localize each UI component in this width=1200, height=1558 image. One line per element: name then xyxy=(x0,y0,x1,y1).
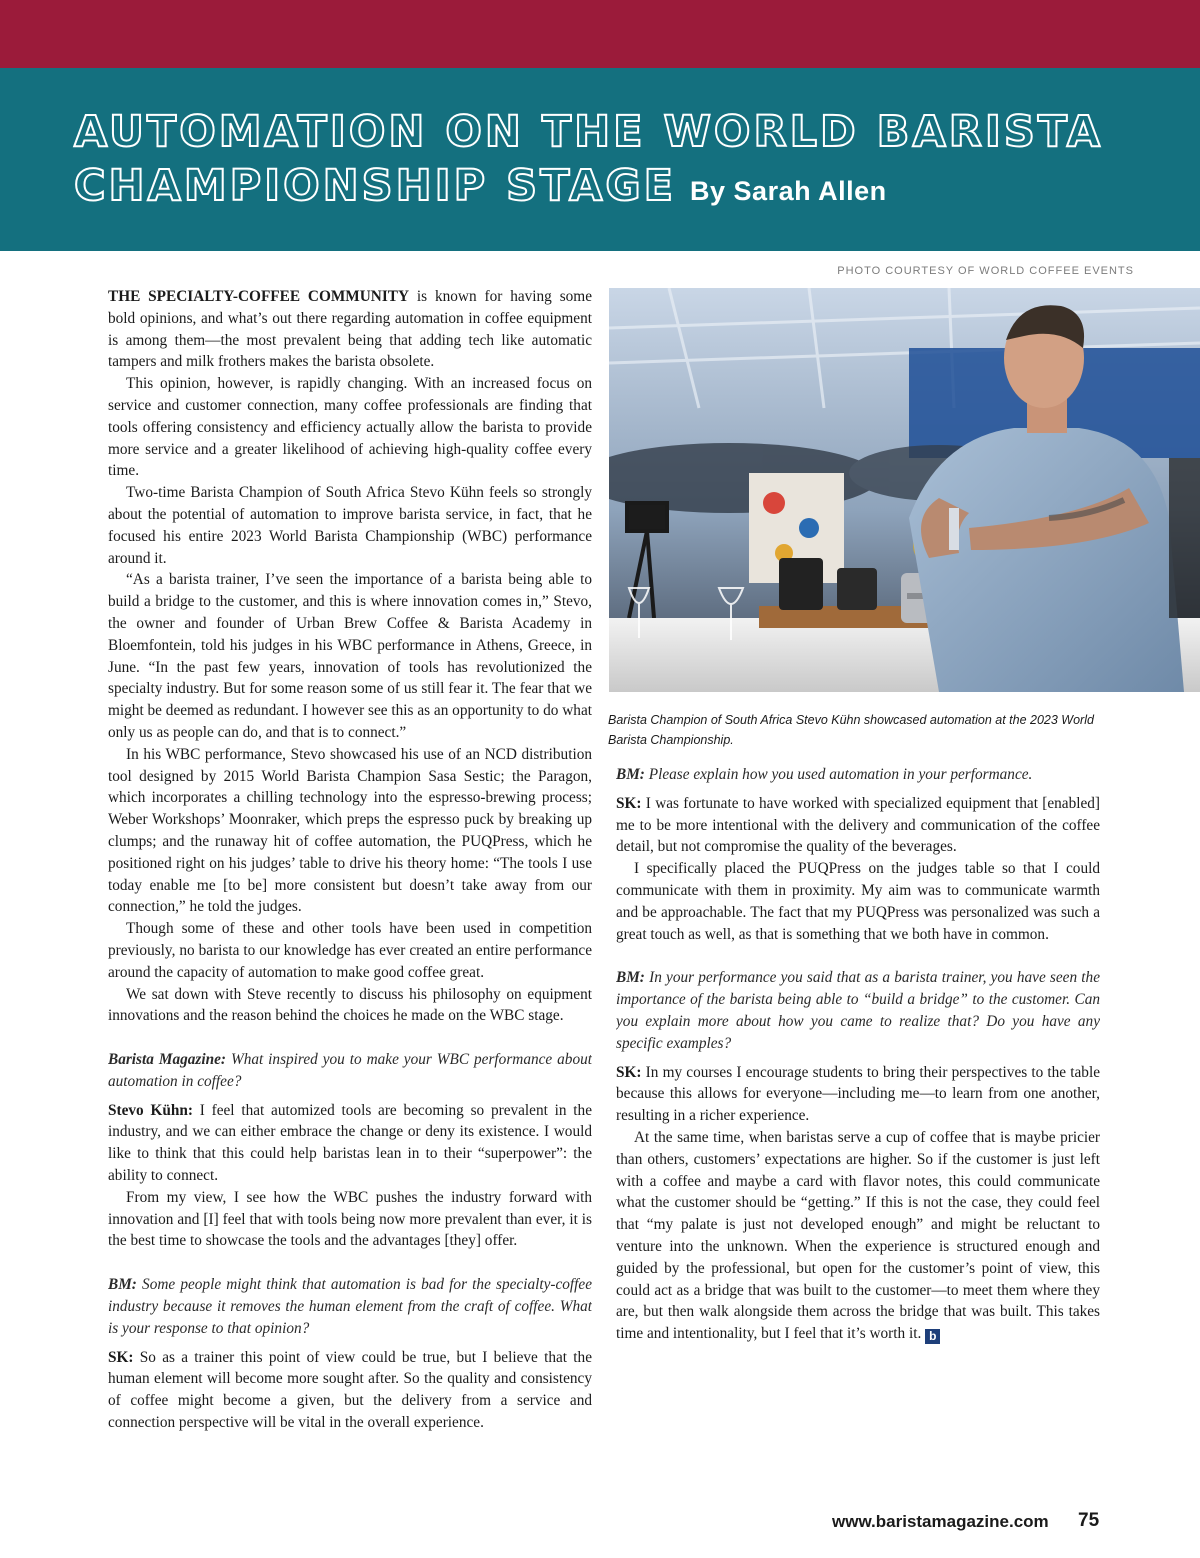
question-1-text: What inspired you to make your WBC performance about automation in coffee? xyxy=(108,1051,592,1090)
answer-4-speaker: SK: xyxy=(616,1063,642,1081)
answer-4-text: In my courses I encourage students to bring their perspectives to the table because this allows for everyone—including me—to learn from one another, resulting in a richer experience. xyxy=(616,1063,1100,1125)
answer-2-text: So as a trainer this point of view could be true, but I believe that the human element will become more sought after. So the quality and consistency of coffee might become a given, but the delivery from a service and connection perspective will be vital in the overall experience. xyxy=(108,1348,592,1432)
barista-photo-illustration xyxy=(609,288,1200,692)
answer-3 xyxy=(616,793,1100,858)
paragraph-3: Two-time Barista Champion of South Africa Stevo Kühn feels so strongly about the potential of automation to improve barista service, in fact, that he focused his entire 2023 World Barista Championship (WBC) performance around it. xyxy=(108,484,592,567)
answer-2-speaker: SK: xyxy=(108,1348,134,1366)
answer-4-paragraph-2 xyxy=(616,1127,1100,1345)
question-1-speaker: Barista Magazine: xyxy=(108,1051,226,1069)
question-4-text: In your performance you said that as a barista trainer, you have seen the importance of the barista being able to “build a bridge” to the customer. Can you explain more about how you came to realize that? Do you have any specific examples? xyxy=(616,969,1100,1052)
question-1 xyxy=(108,1049,592,1093)
paragraph-2: This opinion, however, is rapidly changing. With an increased focus on service and customer connection, many coffee professionals are finding that tools offering consistency and efficiency actually allow the barista to provide more service and a greater likelihood of achieving high-quality coffee every time. xyxy=(108,375,592,480)
title-banner xyxy=(0,68,1200,251)
intro-paragraph xyxy=(108,286,592,373)
question-3 xyxy=(616,764,1100,786)
question-3-speaker: BM: xyxy=(616,766,645,783)
photo-credit: PHOTO COURTESY OF WORLD COFFEE EVENTS xyxy=(837,265,1134,277)
question-3-text: Please explain how you used automation in your performance. xyxy=(644,766,1033,783)
end-of-article-mark: b xyxy=(925,1329,940,1344)
question-2-speaker: BM: xyxy=(108,1276,137,1294)
byline: By Sarah Allen xyxy=(690,176,887,206)
article-title-line-1: AUTOMATION ON THE WORLD BARISTA xyxy=(74,107,1104,157)
paragraph-5: In his WBC performance, Stevo showcased his use of an NCD distribution tool designed by 2015 World Barista Champion Sasa Sestic; the Paragon, which incorporates a chilling technology into the espresso-brewing process; Weber Workshops’ Moonraker, which preps the espresso puck by breaking up clumps; and the runaway hit of coffee automation, the PUQPress, which he positioned right on his judges’ table to drive his theory home: “The tools I use today enable me [to be] more consistent but doesn’t take away from our connection,” he told the judges. xyxy=(108,745,592,916)
answer-3-text: I was fortunate to have worked with specialized equipment that [enabled] me to be more intentional with the delivery and communication of the coffee detail, but not compromise the quality of the beverages. xyxy=(616,794,1100,856)
answer-1-text: I feel that automized tools are becoming so prevalent in the industry, and we can either embrace the change or deny its existence. I would like to think that this could help baristas lean in to their “superpower”: the ability to connect. xyxy=(108,1101,592,1185)
top-color-band xyxy=(0,0,1200,68)
answer-3-paragraph-2: I specifically placed the PUQPress on the judges table so that I could communicate with them in proximity. My aim was to communicate warmth and be approachable. The fact that my PUQPress was personalized was such a great touch as well, as that is something that we both have in common. xyxy=(616,860,1100,943)
article-title-line-2-text: CHAMPIONSHIP STAGE xyxy=(74,161,677,211)
feature-photo xyxy=(609,288,1200,692)
answer-4 xyxy=(616,1062,1100,1127)
photo-caption: Barista Champion of South Africa Stevo Kühn showcased automation at the 2023 World Barista Championship. xyxy=(608,713,1094,747)
article-column-right xyxy=(616,764,1100,1470)
question-4-speaker: BM: xyxy=(616,969,645,987)
answer-1-speaker: Stevo Kühn: xyxy=(108,1101,193,1119)
lead-in: THE SPECIALTY-COFFEE COMMUNITY xyxy=(108,288,410,305)
question-2-text: Some people might think that automation is bad for the specialty-coffee industry because it removes the human element from the craft of coffee. What is your response to that opinion? xyxy=(108,1276,592,1337)
question-2 xyxy=(108,1274,592,1339)
paragraph-4: “As a barista trainer, I’ve seen the importance of a barista being able to build a bridge to the customer, and this is where innovation comes in,” Stevo, the owner and founder of Urban Brew Coffee & Barista Academy in Bloemfontein, told his judges in his WBC performance in Athens, Greece, in June. “In the past few years, innovation of tools has revolutionized the specialty industry. But for some reason some of us still fear it. The fear that we might be deemed as redundant. I however see this as an opportunity to do what only us as people can do, and that is to connect.” xyxy=(108,571,592,741)
answer-1 xyxy=(108,1100,592,1187)
page-number: 75 xyxy=(1078,1510,1100,1531)
answer-2 xyxy=(108,1347,592,1434)
intro-text: is known for having some bold opinions, and what’s out there regarding automation in coffee equipment is among them—the most prevalent being that adding tech like automatic tampers and milk frothers makes the barista obsolete. xyxy=(108,288,592,371)
paragraph-7: We sat down with Steve recently to discuss his philosophy on equipment innovations and the reason behind the choices he made on the WBC stage. xyxy=(108,985,592,1025)
question-4 xyxy=(616,967,1100,1054)
paragraph-6: Though some of these and other tools have been used in competition previously, no barista to our knowledge has ever created an entire performance around the capacity of automation to make good coffee great. xyxy=(108,920,592,981)
answer-4-paragraph-2-text: At the same time, when baristas serve a cup of coffee that is maybe pricier than others, customers’ expectations are higher. So if the customer is just left with a coffee and maybe a card with flavor notes, this could communicate what the customer should be “getting.” If this is not the case, they could feel that “my palate is just not developed enough” and might be reluctant to venture into the unknown. When the experience is structured enough and guided by the professional, but open for the customer’s point of view, this could act as a bridge that was built to the customer—to meet them where they are, but then walk alongside them across the bridge that was built. This takes time and intentionality, but I feel that it’s worth it. xyxy=(616,1128,1100,1343)
article-title-line-2 xyxy=(74,162,887,215)
answer-1-paragraph-2: From my view, I see how the WBC pushes the industry forward with innovation and [I] feel that with tools being now more prevalent than ever, it is the best time to showcase the tools and the advantages [they] offer. xyxy=(108,1188,592,1250)
footer-website: www.baristamagazine.com xyxy=(832,1512,1049,1531)
article-column-left xyxy=(108,286,592,1470)
answer-3-speaker: SK: xyxy=(616,794,642,812)
